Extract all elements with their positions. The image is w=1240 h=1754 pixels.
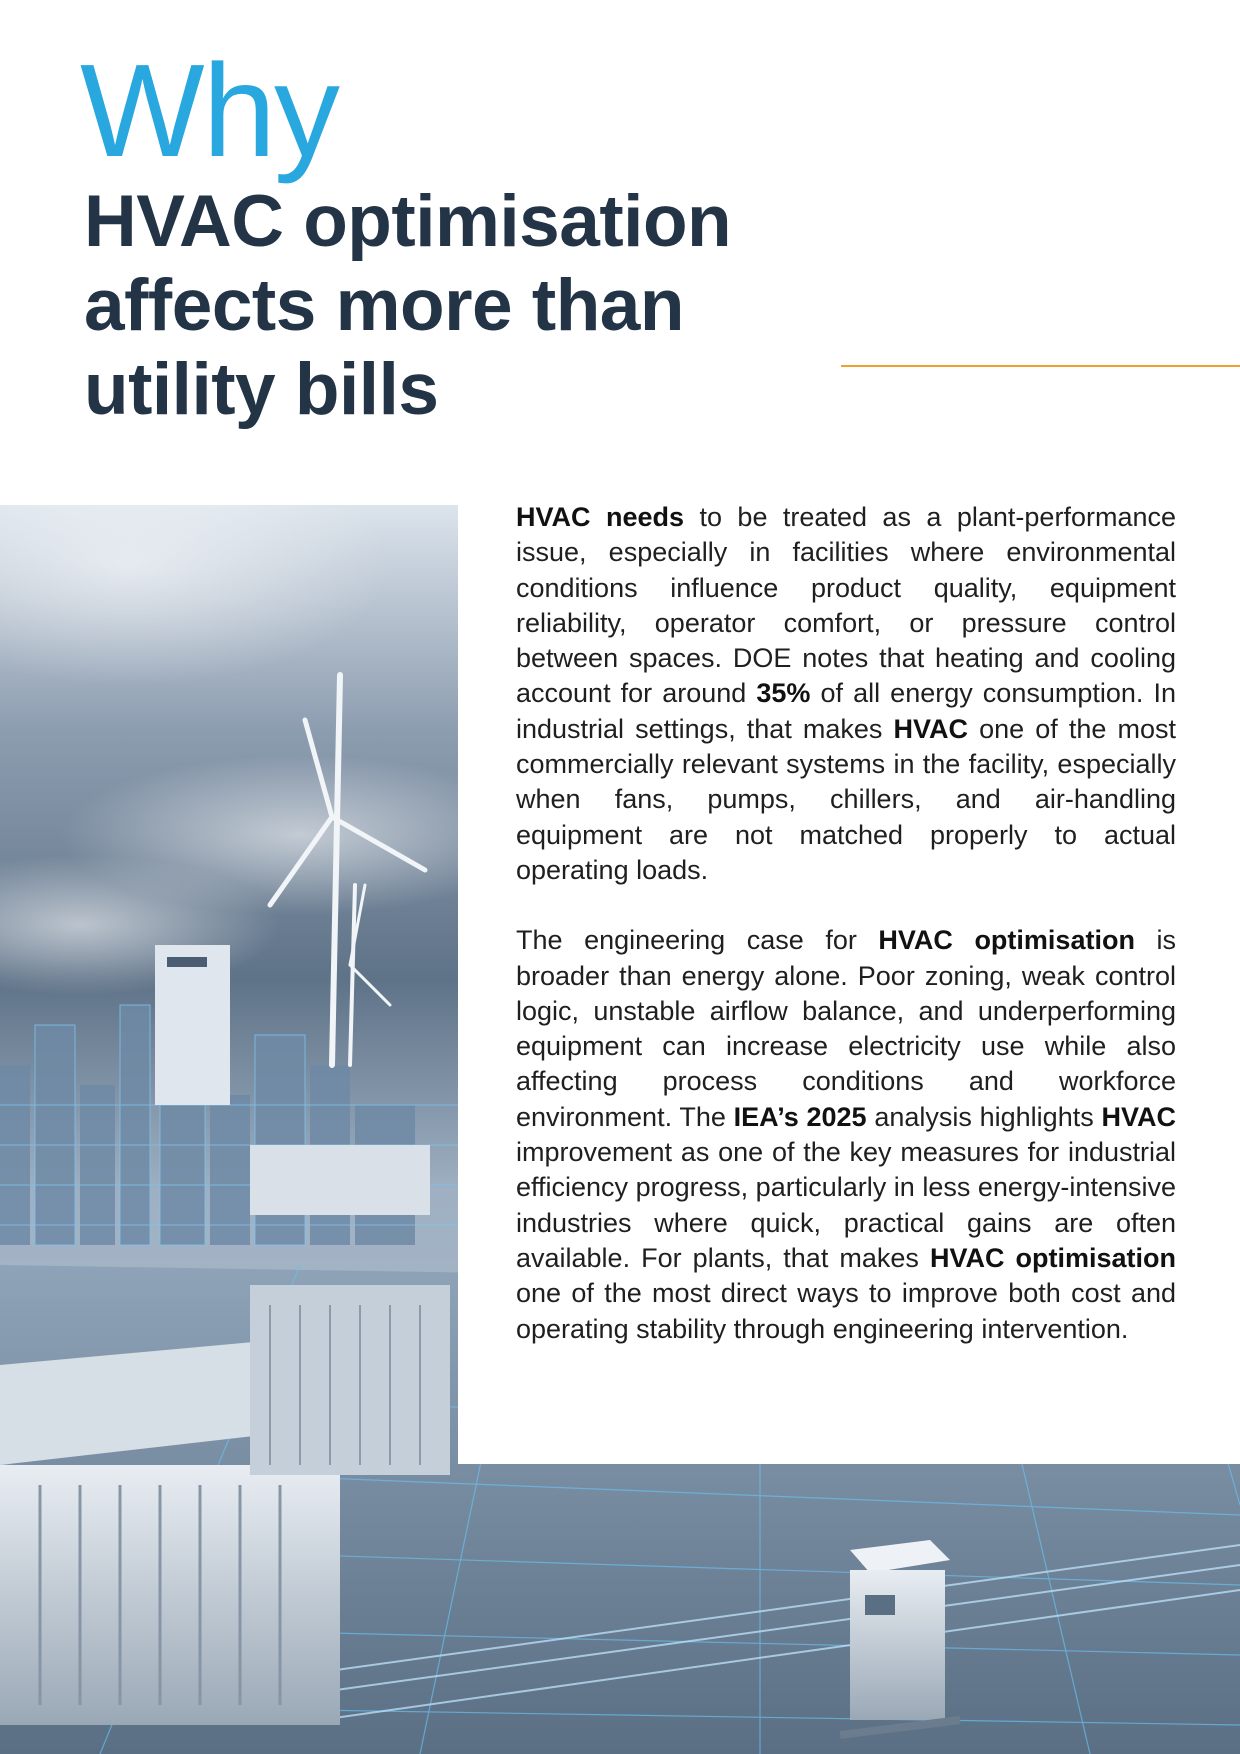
emphasis-text: HVAC needs [516, 502, 684, 532]
accent-rule [841, 365, 1240, 367]
emphasis-text: HVAC optimisation [878, 925, 1135, 956]
body-run: analysis highlights [866, 1101, 1102, 1132]
kicker-word: Why [80, 37, 338, 184]
headline-line: utility bills [84, 349, 439, 430]
emphasis-text: HVAC [1101, 1101, 1176, 1132]
paragraph-2 [516, 923, 1176, 1347]
emphasis-text: IEA’s 2025 [733, 1101, 867, 1132]
body-run: The engineering case for [516, 925, 879, 956]
body-run: one of the most direct ways to improve both cost and operating stability through engineering intervention. [516, 1278, 1176, 1344]
body-text [516, 500, 1176, 1382]
headline [84, 180, 844, 432]
headline-line: affects more than [84, 265, 684, 346]
emphasis-text: HVAC optimisation [929, 1242, 1177, 1273]
body-run: improvement as one of the key measures for industrial efficiency progress, particularly in less energy-intensive industries where quick, practical gains are often available. For plants, that makes [516, 1137, 1176, 1273]
body-run: is broader than energy alone. Poor zoning, weak control logic, unstable airflow balance, and underperforming equipment can increase electricity use while also affecting process conditions and workforce environment. The [516, 925, 1177, 1132]
body-run: to be treated as a plant-performance issue, especially in facilities where environmental conditions influence product quality, equipment reliability, operator comfort, or pressure control between spaces. DOE notes that heating and cooling account for around [516, 502, 1176, 709]
paragraph-1 [516, 500, 1176, 888]
body-run: of all energy consumption. In industrial settings, that makes [516, 678, 1176, 744]
emphasis-text: 35% [756, 678, 811, 709]
emphasis-text: HVAC [893, 713, 969, 744]
headline-line: HVAC optimisation [84, 181, 732, 262]
body-run: one of the most commercially relevant systems in the facility, especially when fans, pumps, chillers, and air-handling equipment are not matched properly to actual operating loads. [516, 713, 1176, 885]
